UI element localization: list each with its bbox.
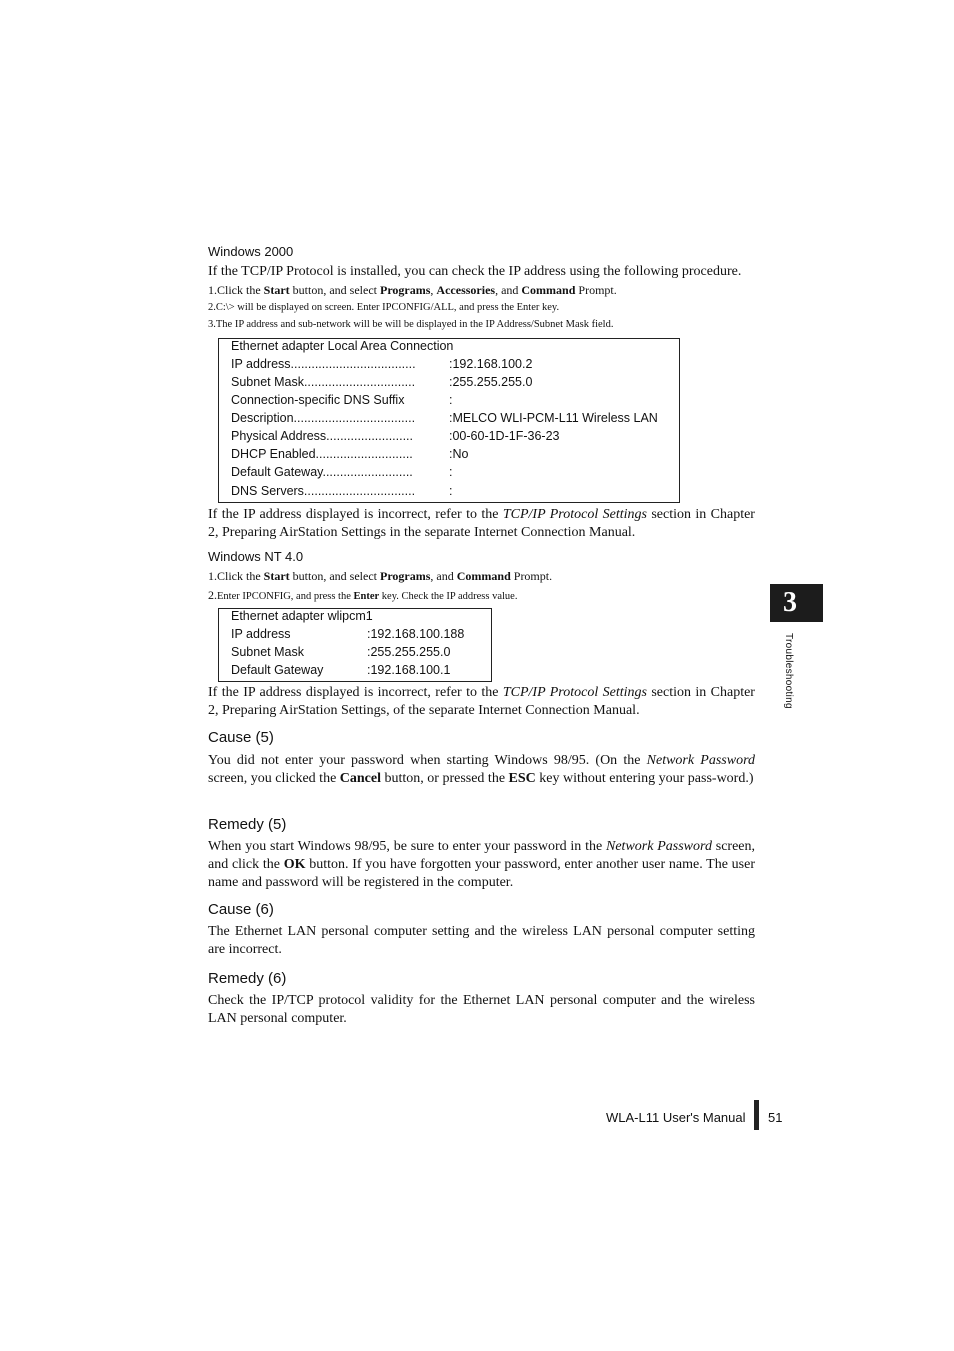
box-title: Ethernet adapter wlipcm1 [231, 609, 373, 623]
winnt-after-note: If the IP address displayed is incorrect, refer to the TCP/IP Protocol Settings section in Chapter 2, Preparing AirStation Settings, of the separate Internet Connection Manual. [208, 685, 755, 718]
win2000-label: Windows 2000 [208, 244, 294, 259]
chapter-side-label: Troubleshooting [783, 633, 794, 709]
cause-6-text: The Ethernet LAN personal computer setting and the wireless LAN personal computer setting are incorrect. [208, 924, 755, 957]
win2000-step-3: 3.The IP address and sub-network will be will be displayed in the IP Address/Subnet Mask field. [208, 319, 614, 330]
remedy-6-heading: Remedy (6) [208, 970, 287, 987]
ipconfig-output-box: Ethernet adapter wlipcm1 IP address :192.168.100.188 Subnet Mask :255.255.255.0 Default Gateway :192.168.100.1 [218, 608, 492, 682]
cause-5-text: You did not enter your password when starting Windows 98/95. (On the Network Password screen, you clicked the Cancel button, or pressed the ESC key without entering your pass-word.) [208, 753, 755, 786]
footer-manual-title: WLA-L11 User's Manual [606, 1110, 746, 1125]
win2000-step-2: 2.C:\> will be displayed on screen. Enter IPCONFIG/ALL, and press the Enter key. [208, 302, 560, 313]
win2000-intro: If the TCP/IP Protocol is installed, you can check the IP address using the following procedure. [208, 264, 742, 279]
remedy-5-heading: Remedy (5) [208, 816, 287, 833]
winnt-label: Windows NT 4.0 [208, 549, 304, 564]
chapter-number: 3 [783, 587, 797, 618]
remedy-5-text: When you start Windows 98/95, be sure to enter your password in the Network Password screen, and click the OK button. If you have forgotten your password, enter another user name. The user name and password will be registered in the computer. [208, 839, 755, 890]
win2000-after-note: If the IP address displayed is incorrect, refer to the TCP/IP Protocol Settings section in Chapter 2, Preparing AirStation Settings in the separate Internet Connection Manual. [208, 507, 755, 540]
footer-divider [754, 1100, 759, 1130]
box-title: Ethernet adapter Local Area Connection [231, 339, 454, 353]
page-number: 51 [768, 1110, 783, 1125]
cause-6-heading: Cause (6) [208, 901, 274, 918]
winnt-step-1: 1.Click the Start button, and select Programs, and Command Prompt. [208, 569, 553, 583]
remedy-6-text: Check the IP/TCP protocol validity for the Ethernet LAN personal computer and the wireless LAN personal computer. [208, 993, 755, 1026]
ipconfig-all-output-box: Ethernet adapter Local Area Connection IP address.................................... :192.168.100.2 Subnet Mask................................ :255.255.255.0 Connection-specific DNS Suffix : Description................................... :MELCO WLI-PCM-L11 Wireless LAN Physical Address......................... :00-60-1D-1F-36-23 DHCP Enabled............................ :No Default Gateway.......................... : DNS Servers................................ : [218, 338, 680, 503]
cause-5-heading: Cause (5) [208, 729, 274, 746]
winnt-step-2: 2.Enter IPCONFIG, and press the Enter key. Check the IP address value. [208, 588, 518, 602]
win2000-step-1: 1.Click the Start button, and select Programs, Accessories, and Command Prompt. [208, 283, 617, 297]
